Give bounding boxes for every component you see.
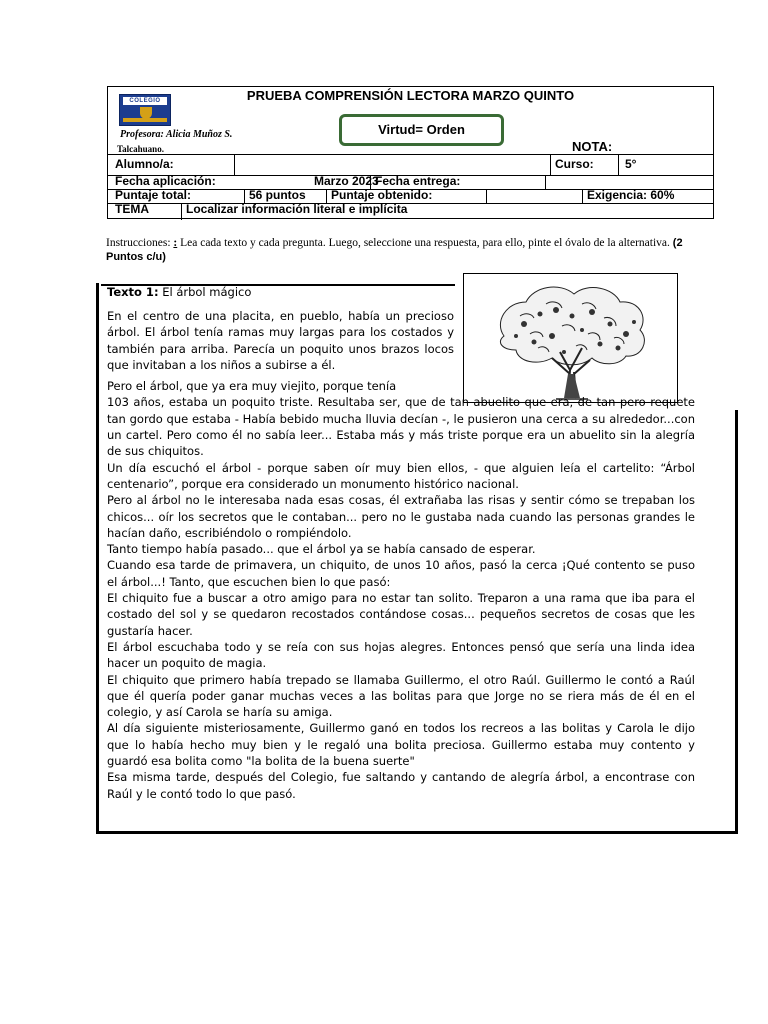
story-text [107, 308, 695, 802]
story-paragraph: Pero al árbol no le interesaba nada esas cosas, él extrañaba las risas y sentir cómo se trepaban los chicos... oír los secretos que le contaban... pero no le gustaba nada cuando las personas grandes le hacían daño, escribiéndolo o rompiéndolo. [107, 493, 695, 540]
grade-label: NOTA: [572, 139, 613, 154]
city-name: Talcahuano. [117, 144, 164, 154]
total-value: 56 puntos [244, 189, 326, 203]
story-paragraph: El árbol escuchaba todo y se reía con sus hojas alegres. Entonces pensó que sería una linda idea hacer un poquito de magia. [107, 639, 695, 671]
virtue-badge: Virtud= Orden [339, 114, 504, 146]
instructions-colon: : [173, 237, 178, 249]
obtained-field[interactable] [486, 189, 582, 203]
school-logo [119, 94, 171, 126]
instructions-label: Instrucciones: [106, 237, 171, 249]
teacher-name: Profesora: Alicia Muñoz S. [120, 129, 233, 140]
instructions [106, 236, 706, 264]
theme-value: Localizar información literal e implícita [181, 203, 714, 220]
course-label: Curso: [550, 155, 618, 175]
delivery-field[interactable] [545, 175, 714, 189]
textbox-border-right [735, 410, 738, 833]
textbox-border-bottom [96, 831, 738, 834]
story-paragraph: 103 años, estaba un poquito triste. Resultaba ser, que de tan abuelito que era, de tan pero requete tan gordo que estaba - Había bebido mucha lluvia decían -, le pusieron una cerca a su alrededor...con un cartel. Pero como él no sabía leer... Estaba más y más triste porque era un abuelito sin la alegría de sus chiquitos. [107, 395, 695, 459]
demand-label: Exigencia: 60% [582, 189, 714, 203]
story-paragraph: Un día escuchó el árbol - porque saben oír muy bien ellos, - que alguien leía el cartelito: “Árbol centenario”, porque era considerado un monumento histórico nacional. [107, 460, 695, 491]
theme-label: TEMA [115, 202, 149, 216]
date-value: Marzo 2023 [314, 174, 379, 188]
student-field[interactable] [234, 155, 550, 175]
date-label: Fecha aplicación: [115, 174, 216, 188]
story-paragraph: Al día siguiente misteriosamente, Guillermo ganó en todos los recreos a las bolitas y Carola le dijo que lo había hecho muy bien y le regaló una bolita preciosa. Guillermo estaba muy contento y guardó esa bolita como "la bolita de la buena suerte" [107, 721, 695, 769]
story-paragraph: Esa misma tarde, después del Colegio, fue saltando y cantando de alegría árbol, a encontrase con Raúl y le contó todo lo que pasó. [107, 770, 695, 801]
story-paragraph: En el centro de una placita, en pueblo, había un precioso árbol. El árbol tenía ramas muy largas para los costados y también para arriba. Parecía un poquito unos brazos locos que invitaban a los niños a subirse a él. [107, 309, 454, 372]
exam-header [107, 86, 714, 219]
story-paragraph: El chiquito fue a buscar a otro amigo para no estar tan solito. Treparon a una rama que iba para el costado del sol y se quedaron recostados contándose cosas... pequeños secretos de cosas que les gustaría hacer. [107, 591, 695, 638]
total-label: Puntaje total: [115, 188, 192, 202]
instructions-points: (2 Puntos c/u) [106, 237, 683, 263]
story-title-number: Texto 1: [107, 285, 159, 299]
story-paragraph: Cuando esa tarde de primavera, un chiquito, de unos 10 años, pasó la cerca ¡Qué contento se puso el árbol...! Tanto, que escuchen bien lo que pasó: [107, 558, 695, 589]
obtained-label: Puntaje obtenido: [326, 189, 486, 203]
student-info-table [108, 154, 713, 218]
story-paragraph: Pero el árbol, que ya era muy viejito, porque tenía [107, 379, 397, 394]
student-row [108, 155, 713, 176]
story-title-name: El árbol mágico [162, 285, 252, 299]
logo-band [123, 118, 167, 122]
textbox-border-left [96, 283, 99, 833]
course-value: 5° [618, 155, 714, 175]
story-paragraph: Tanto tiempo había pasado... que el árbol ya se había cansado de esperar. [107, 542, 536, 557]
logo-text: COLEGIO [123, 97, 167, 105]
story-paragraph: El chiquito que primero había trepado se llamaba Guillermo, el otro Raúl. Guillermo le contó a Raúl que él quería poder ganar muchas veces a las bolitas para que Jorge no se riera más de él en el colegio, y así Carola se haría su amiga. [107, 672, 695, 720]
instructions-text: Lea cada texto y cada pregunta. Luego, seleccione una respuesta, para ello, pinte el óvalo de la alternativa. [180, 237, 670, 249]
student-label: Alumno/a: [115, 157, 174, 171]
theme-row [108, 203, 713, 220]
story-title [107, 285, 251, 299]
delivery-label: Fecha entrega: [370, 175, 545, 189]
exam-title: PRUEBA COMPRENSIÓN LECTORA MARZO QUINTO [246, 88, 575, 103]
